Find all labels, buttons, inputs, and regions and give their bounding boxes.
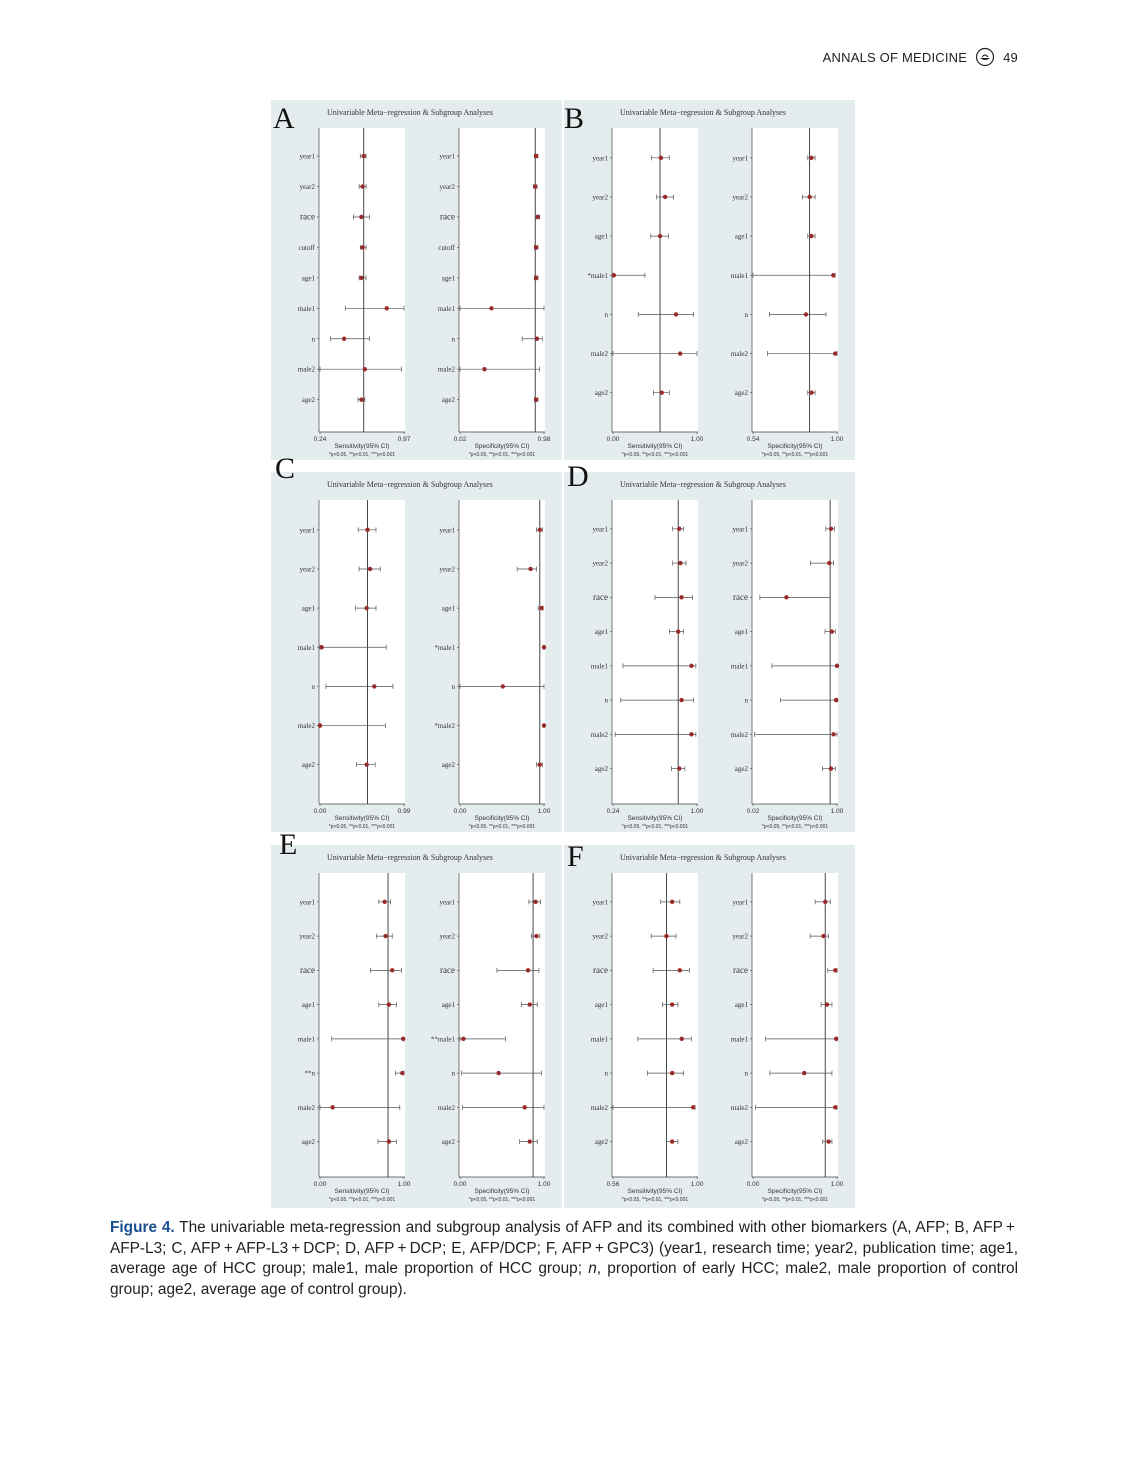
row-label: year2 [732, 932, 748, 941]
point-estimate [833, 351, 837, 355]
x-tick-max: 0.99 [397, 808, 411, 815]
point-estimate [542, 723, 546, 727]
point-estimate [691, 1105, 695, 1109]
row-label: male2 [437, 365, 455, 374]
panel-D [564, 460, 855, 832]
specificity-plot [437, 128, 551, 443]
row-label: male2 [297, 1103, 315, 1112]
significance-note: *p<0.05, **p<0.01, ***p<0.001 [328, 824, 396, 830]
x-axis-label: Sensitivity(95% CI) [334, 1188, 390, 1195]
specificity-plot [730, 128, 844, 443]
row-label: age2 [441, 396, 455, 405]
figure-4 [271, 100, 857, 1208]
point-estimate [835, 664, 839, 668]
row-label: year2 [592, 193, 608, 202]
row-label: male2 [730, 350, 748, 359]
point-estimate [831, 732, 835, 736]
point-estimate [678, 968, 682, 972]
row-label: n [311, 335, 315, 344]
row-label: year2 [439, 565, 455, 574]
point-estimate [461, 1037, 465, 1041]
row-label: male1 [297, 1035, 315, 1044]
row-label: age1 [301, 274, 315, 283]
row-label: age2 [594, 389, 608, 398]
point-estimate [827, 561, 831, 565]
point-estimate [359, 397, 363, 401]
point-estimate [528, 1139, 532, 1143]
point-estimate [670, 1071, 674, 1075]
row-label: male1 [297, 304, 315, 313]
x-tick-max: 1.00 [690, 436, 704, 443]
sensitivity-plot [297, 873, 411, 1188]
point-estimate [689, 664, 693, 668]
point-estimate [784, 595, 788, 599]
point-estimate [501, 684, 505, 688]
x-tick-min: 0.00 [453, 808, 467, 815]
row-label: year2 [299, 565, 315, 574]
row-label: age1 [441, 604, 455, 613]
panel-title: Univariable Meta−regression & Subgroup Analyses [327, 480, 493, 489]
point-estimate [400, 1071, 404, 1075]
point-estimate [825, 1002, 829, 1006]
point-estimate [364, 762, 368, 766]
point-estimate [360, 245, 364, 249]
caption-text-b: , proportion of early HCC; male2, male proportion of control group; age2, average age of control group). [110, 1260, 1019, 1298]
panel-F [564, 840, 855, 1208]
row-label: year2 [299, 183, 315, 192]
point-estimate [360, 184, 364, 188]
point-estimate [659, 156, 663, 160]
row-label: year2 [439, 183, 455, 192]
point-estimate [612, 273, 616, 277]
significance-note: *p<0.05, **p<0.01, ***p<0.001 [621, 452, 689, 458]
x-tick-max: 1.00 [690, 1181, 704, 1188]
point-estimate [829, 527, 833, 531]
point-estimate [664, 934, 668, 938]
row-label: male2 [297, 722, 315, 731]
point-estimate [821, 934, 825, 938]
row-label: year1 [592, 525, 608, 534]
row-label: cutoff [298, 243, 315, 252]
point-estimate [533, 184, 537, 188]
point-estimate [534, 245, 538, 249]
row-label: year2 [732, 193, 748, 202]
x-axis-label: Sensitivity(95% CI) [334, 443, 390, 450]
row-label: age1 [594, 232, 608, 241]
point-estimate [676, 629, 680, 633]
point-estimate [385, 306, 389, 310]
x-axis-label: Specificity(95% CI) [767, 1188, 823, 1195]
significance-note: *p<0.05, **p<0.01, ***p<0.001 [468, 824, 536, 830]
x-axis-label: Specificity(95% CI) [474, 443, 530, 450]
x-tick-max: 0.97 [397, 436, 411, 443]
row-label: male2 [297, 365, 315, 374]
x-tick-min: 0.02 [453, 436, 467, 443]
significance-note: *p<0.05, **p<0.01, ***p<0.001 [621, 824, 689, 830]
row-label: age2 [594, 1138, 608, 1147]
row-label: n [604, 1069, 608, 1078]
point-estimate [342, 337, 346, 341]
point-estimate [538, 762, 542, 766]
forest-svg [297, 500, 411, 818]
row-label: male1 [730, 662, 748, 671]
row-label: *male1 [434, 643, 455, 652]
point-estimate [528, 1002, 532, 1006]
row-label: age2 [441, 761, 455, 770]
panel-letter: A [273, 102, 295, 135]
point-estimate [670, 1002, 674, 1006]
forest-svg [590, 873, 704, 1191]
x-tick-max: 1.00 [830, 1181, 844, 1188]
row-label: age1 [594, 1001, 608, 1010]
point-estimate [680, 1037, 684, 1041]
point-estimate [826, 1139, 830, 1143]
panel-title: Univariable Meta−regression & Subgroup Analyses [620, 108, 786, 117]
row-label: male2 [590, 730, 608, 739]
row-label: n [604, 310, 608, 319]
point-estimate [829, 766, 833, 770]
row-label: *male2 [434, 722, 455, 731]
x-tick-min: 0.02 [746, 808, 760, 815]
x-axis-label: Specificity(95% CI) [767, 815, 823, 822]
point-estimate [834, 1037, 838, 1041]
significance-note: *p<0.05, **p<0.01, ***p<0.001 [468, 1197, 536, 1203]
point-estimate [674, 312, 678, 316]
x-axis-label: Sensitivity(95% CI) [627, 1188, 683, 1195]
row-label: male2 [730, 1103, 748, 1112]
point-estimate [319, 645, 323, 649]
x-tick-min: 0.00 [606, 436, 620, 443]
point-estimate [831, 273, 835, 277]
point-estimate [670, 900, 674, 904]
row-label: age2 [301, 761, 315, 770]
point-estimate [833, 1105, 837, 1109]
row-label: race [440, 211, 455, 222]
row-label: race [300, 964, 315, 975]
row-label: male2 [590, 1103, 608, 1112]
significance-note: *p<0.05, **p<0.01, ***p<0.001 [621, 1197, 689, 1203]
row-label: **male1 [430, 1035, 455, 1044]
panel-letter: C [275, 452, 296, 485]
row-label: n [744, 310, 748, 319]
point-estimate [387, 1002, 391, 1006]
row-label: age2 [734, 1138, 748, 1147]
point-estimate [318, 723, 322, 727]
row-label: age1 [734, 232, 748, 241]
x-tick-min: 0.24 [313, 436, 327, 443]
x-tick-min: 0.00 [313, 808, 327, 815]
panel-letter: E [279, 828, 298, 861]
row-label: year1 [299, 526, 315, 535]
row-label: age1 [734, 1001, 748, 1010]
row-label: year1 [732, 525, 748, 534]
row-label: age1 [734, 628, 748, 637]
row-label: male1 [590, 1035, 608, 1044]
x-tick-min: 0.00 [313, 1181, 327, 1188]
running-head [823, 47, 1018, 67]
point-estimate [387, 1139, 391, 1143]
panel-B [564, 100, 855, 460]
row-label: age2 [301, 1138, 315, 1147]
point-estimate [809, 390, 813, 394]
point-estimate [539, 606, 543, 610]
point-estimate [489, 306, 493, 310]
panel-E [271, 828, 562, 1208]
panel-letter: D [567, 460, 589, 493]
row-label: race [593, 591, 608, 602]
row-label: n [451, 1069, 455, 1078]
row-label: age2 [441, 1138, 455, 1147]
point-estimate [536, 215, 540, 219]
point-estimate [364, 606, 368, 610]
row-label: year2 [732, 559, 748, 568]
point-estimate [368, 567, 372, 571]
row-label: year1 [732, 154, 748, 163]
caption-text-a: The univariable meta-regression and subgroup analysis of AFP and its combined with other biomarkers (A, AFP; B, AFP + AFP-L3; C, AFP + AFP-L3 + DCP; D, AFP + DCP; E, AFP/DCP; F, AFP + GPC3) (year1, research time; year2, publication time; age1, average age of HCC group; male1, male proportion of HCC group; [110, 1219, 1018, 1277]
row-label: age2 [301, 396, 315, 405]
row-label: male1 [437, 304, 455, 313]
panel-title: Univariable Meta−regression & Subgroup Analyses [620, 853, 786, 862]
x-axis-label: Sensitivity(95% CI) [627, 815, 683, 822]
point-estimate [372, 684, 376, 688]
x-axis-label: Specificity(95% CI) [474, 1188, 530, 1195]
sensitivity-plot [587, 128, 704, 443]
point-estimate [830, 629, 834, 633]
row-label: race [593, 964, 608, 975]
row-label: race [733, 591, 748, 602]
row-label: male1 [730, 1035, 748, 1044]
significance-note: *p<0.05, **p<0.01, ***p<0.001 [328, 452, 396, 458]
point-estimate [677, 766, 681, 770]
point-estimate [526, 968, 530, 972]
row-label: race [733, 964, 748, 975]
forest-svg [430, 873, 551, 1191]
point-estimate [359, 276, 363, 280]
point-estimate [535, 337, 539, 341]
point-estimate [809, 156, 813, 160]
caption-text-n: n [588, 1260, 597, 1277]
x-tick-min: 0.00 [746, 1181, 760, 1188]
significance-note: *p<0.05, **p<0.01, ***p<0.001 [761, 452, 829, 458]
row-label: cutoff [438, 243, 455, 252]
forest-svg [730, 500, 844, 818]
sensitivity-plot [297, 128, 411, 443]
row-label: age1 [594, 628, 608, 637]
specificity-plot [730, 873, 844, 1188]
x-tick-max: 1.00 [397, 1181, 411, 1188]
forest-svg [730, 128, 844, 446]
panel-letter: F [567, 840, 584, 873]
x-tick-min: 0.24 [606, 808, 620, 815]
figure-caption [110, 1218, 1018, 1300]
row-label: year1 [732, 898, 748, 907]
point-estimate [833, 968, 837, 972]
point-estimate [679, 698, 683, 702]
point-estimate [823, 900, 827, 904]
row-label: n [744, 696, 748, 705]
row-label: male1 [590, 662, 608, 671]
row-label: n [744, 1069, 748, 1078]
forest-svg [297, 873, 411, 1191]
x-axis-label: Sensitivity(95% CI) [334, 815, 390, 822]
significance-note: *p<0.05, **p<0.01, ***p<0.001 [761, 824, 829, 830]
significance-note: *p<0.05, **p<0.01, ***p<0.001 [468, 452, 536, 458]
row-label: year1 [299, 898, 315, 907]
point-estimate [670, 1139, 674, 1143]
significance-note: *p<0.05, **p<0.01, ***p<0.001 [328, 1197, 396, 1203]
significance-note: *p<0.05, **p<0.01, ***p<0.001 [761, 1197, 829, 1203]
panel-letter: B [564, 102, 585, 135]
forest-svg [297, 128, 411, 446]
row-label: year1 [592, 154, 608, 163]
point-estimate [365, 528, 369, 532]
row-label: year1 [439, 898, 455, 907]
forest-svg [587, 128, 704, 446]
specificity-plot [730, 500, 844, 815]
panel-title: Univariable Meta−regression & Subgroup Analyses [327, 108, 493, 117]
point-estimate [534, 934, 538, 938]
point-estimate [482, 367, 486, 371]
x-tick-min: 0.56 [606, 1181, 620, 1188]
page-number: 49 [1003, 49, 1018, 65]
row-label: year1 [592, 898, 608, 907]
sensitivity-plot [590, 873, 704, 1188]
x-tick-max: 0.98 [537, 436, 551, 443]
point-estimate [809, 234, 813, 238]
point-estimate [390, 968, 394, 972]
point-estimate [359, 215, 363, 219]
journal-name: ANNALS OF MEDICINE [822, 49, 968, 65]
point-estimate [807, 195, 811, 199]
point-estimate [542, 645, 546, 649]
panel-title: Univariable Meta−regression & Subgroup Analyses [620, 480, 786, 489]
row-label: male2 [730, 730, 748, 739]
row-label: age2 [734, 389, 748, 398]
point-estimate [382, 900, 386, 904]
row-label: year2 [439, 932, 455, 941]
point-estimate [538, 528, 542, 532]
row-label: year2 [299, 932, 315, 941]
specificity-plot [434, 500, 551, 815]
figure-label: Figure 4. [110, 1219, 175, 1236]
row-label: age2 [594, 765, 608, 774]
row-label: n [451, 335, 455, 344]
row-label: n [451, 682, 455, 691]
row-label: year2 [592, 559, 608, 568]
point-estimate [678, 561, 682, 565]
point-estimate [660, 390, 664, 394]
point-estimate [534, 276, 538, 280]
point-estimate [678, 351, 682, 355]
point-estimate [677, 527, 681, 531]
x-tick-max: 1.00 [830, 436, 844, 443]
panel-A [271, 100, 562, 460]
row-label: n [311, 682, 315, 691]
row-label: race [300, 211, 315, 222]
x-tick-min: 0.00 [453, 1181, 467, 1188]
specificity-plot [430, 873, 551, 1188]
row-label: race [440, 964, 455, 975]
row-label: age2 [734, 765, 748, 774]
row-label: n [604, 696, 608, 705]
point-estimate [522, 1105, 526, 1109]
x-tick-max: 1.00 [830, 808, 844, 815]
row-label: year1 [439, 152, 455, 161]
row-label: male1 [730, 271, 748, 280]
point-estimate [804, 312, 808, 316]
forest-svg [437, 128, 551, 446]
forest-svg [590, 500, 704, 818]
point-estimate [534, 154, 538, 158]
x-axis-label: Sensitivity(95% CI) [627, 443, 683, 450]
row-label: age1 [441, 1001, 455, 1010]
point-estimate [533, 900, 537, 904]
point-estimate [401, 1037, 405, 1041]
x-axis-label: Specificity(95% CI) [474, 815, 530, 822]
point-estimate [363, 367, 367, 371]
point-estimate [834, 698, 838, 702]
x-tick-max: 1.00 [537, 808, 551, 815]
row-label: year2 [592, 932, 608, 941]
point-estimate [330, 1105, 334, 1109]
row-label: age1 [301, 604, 315, 613]
row-label: male2 [590, 350, 608, 359]
point-estimate [534, 397, 538, 401]
x-axis-label: Specificity(95% CI) [767, 443, 823, 450]
row-label: male2 [437, 1103, 455, 1112]
x-tick-max: 1.00 [537, 1181, 551, 1188]
x-tick-min: 0.54 [746, 436, 760, 443]
row-label: age1 [301, 1001, 315, 1010]
row-label: age1 [441, 274, 455, 283]
forest-svg [730, 873, 844, 1191]
point-estimate [496, 1071, 500, 1075]
sensitivity-plot [590, 500, 704, 815]
panel-title: Univariable Meta−regression & Subgroup Analyses [327, 853, 493, 862]
row-label: male1 [297, 643, 315, 652]
point-estimate [663, 195, 667, 199]
point-estimate [802, 1071, 806, 1075]
panel-C [271, 452, 562, 832]
point-estimate [679, 595, 683, 599]
x-tick-max: 1.00 [690, 808, 704, 815]
forest-svg [434, 500, 551, 818]
row-label: year1 [439, 526, 455, 535]
row-label: **n [304, 1069, 315, 1078]
journal-logo-icon [975, 47, 995, 67]
row-label: year1 [299, 152, 315, 161]
point-estimate [689, 732, 693, 736]
point-estimate [362, 154, 366, 158]
row-label: *male1 [587, 271, 608, 280]
sensitivity-plot [297, 500, 411, 815]
point-estimate [383, 934, 387, 938]
point-estimate [658, 234, 662, 238]
point-estimate [528, 567, 532, 571]
